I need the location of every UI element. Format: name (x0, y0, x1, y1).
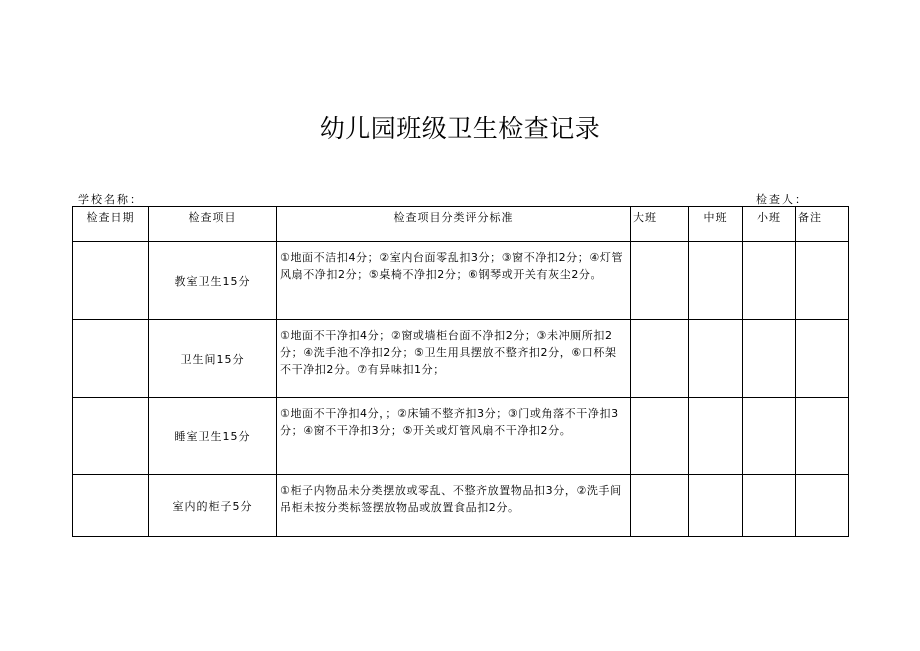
small-class-score-cell[interactable] (743, 242, 796, 320)
table-row (73, 475, 849, 537)
criteria-cell: ①地面不干净扣4分，；②床铺不整齐扣3分；③门或角落不干净扣3分；④窗不干净扣3分；⑤开关或灯管风扇不干净扣2分。 (277, 398, 631, 475)
header-item: 检查项目 (149, 207, 277, 242)
criteria-cell: ①柜子内物品未分类摆放或零乱、不整齐放置物品扣3分，②洗手间吊柜未按分类标签摆放物品或放置食品扣2分。 (277, 475, 631, 537)
item-cell: 卫生间15分 (149, 320, 277, 398)
middle-class-score-cell[interactable] (689, 320, 743, 398)
large-class-score-cell[interactable] (631, 242, 689, 320)
date-cell[interactable] (73, 475, 149, 537)
date-cell[interactable] (73, 242, 149, 320)
middle-class-score-cell[interactable] (689, 398, 743, 475)
criteria-cell: ①地面不洁扣4分；②室内台面零乱扣3分；③窗不净扣2分；④灯管风扇不净扣2分；⑤桌椅不净扣2分；⑥钢琴或开关有灰尘2分。 (277, 242, 631, 320)
item-cell: 睡室卫生15分 (149, 398, 277, 475)
table-row (73, 398, 849, 475)
small-class-score-cell[interactable] (743, 320, 796, 398)
notes-cell[interactable] (796, 398, 849, 475)
page-title: 幼儿园班级卫生检查记录 (319, 114, 601, 143)
inspection-table (72, 206, 849, 537)
item-cell: 室内的柜子5分 (149, 475, 277, 537)
notes-cell[interactable] (796, 242, 849, 320)
middle-class-score-cell[interactable] (689, 242, 743, 320)
item-cell: 教室卫生15分 (149, 242, 277, 320)
header-date: 检查日期 (73, 207, 149, 242)
header-middle-class: 中班 (689, 207, 743, 242)
notes-cell[interactable] (796, 320, 849, 398)
school-name-label: 学校名称： (78, 193, 143, 206)
date-cell[interactable] (73, 398, 149, 475)
inspector-label: 检查人： (756, 193, 808, 206)
table-header-row (73, 207, 849, 242)
notes-cell[interactable] (796, 475, 849, 537)
header-large-class: 大班 (631, 207, 689, 242)
header-small-class: 小班 (743, 207, 796, 242)
criteria-cell: ①地面不干净扣4分；②窗或墙柜台面不净扣2分；③未冲厕所扣2分；④洗手池不净扣2分；⑤卫生用具摆放不整齐扣2分，⑥口杯架不干净扣2分。⑦有异味扣1分； (277, 320, 631, 398)
large-class-score-cell[interactable] (631, 320, 689, 398)
header-criteria: 检查项目分类评分标准 (277, 207, 631, 242)
large-class-score-cell[interactable] (631, 475, 689, 537)
large-class-score-cell[interactable] (631, 398, 689, 475)
header-notes: 备注 (796, 207, 849, 242)
small-class-score-cell[interactable] (743, 475, 796, 537)
small-class-score-cell[interactable] (743, 398, 796, 475)
date-cell[interactable] (73, 320, 149, 398)
table-row (73, 320, 849, 398)
middle-class-score-cell[interactable] (689, 475, 743, 537)
table-row (73, 242, 849, 320)
